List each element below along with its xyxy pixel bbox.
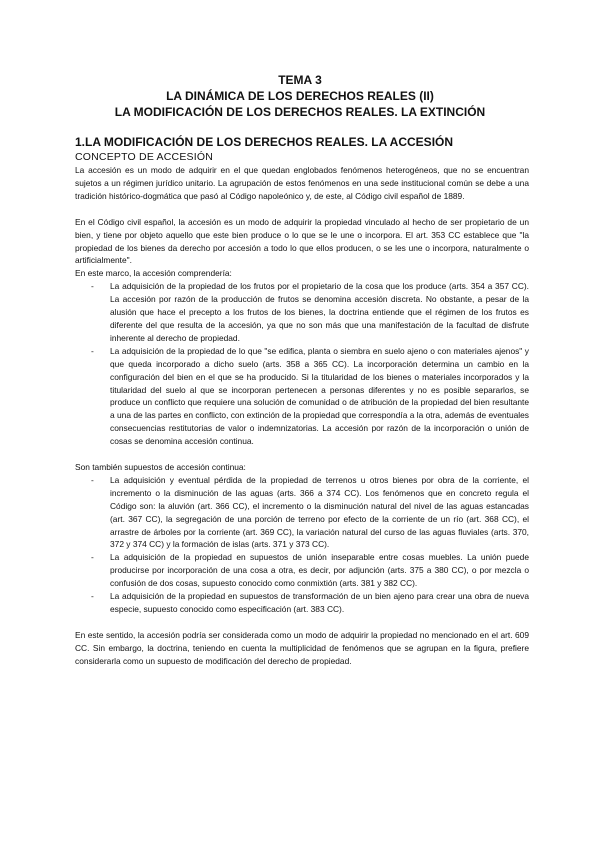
paragraph-continuous-intro: Son también supuestos de accesión continua: <box>75 462 246 473</box>
list-item <box>75 280 529 345</box>
topic-subtitle: LA MODIFICACIÓN DE LOS DERECHOS REALES. LA EXTINCIÓN <box>114 105 486 119</box>
bullet-dash: - <box>91 345 94 356</box>
list-item-text: La adquisición de la propiedad de lo que "se edifica, planta o siembra en suelo ajeno o con materiales ajenos" y que queda incorporado a dicho suelo (arts. 358 a 365 CC). La incorporación determina un cambio en la configuración del bien en el que se ha producido. Si la titularidad de los bienes o materiales incorporados y la titularidad del suelo al que se incorporan pertenecen a personas diferentes y no es posible separarlos, se produce un conflicto que requiere una solución de comunidad o de atribución de la propiedad del bien resultante a una de las partes en conflicto, con extinción de la propiedad que correspondía a la otra, además de eventuales consecuencias restitutorias de valor o indemnizatorias. La accesión por razón de la incorporación o unión de cosas se denomina accesión continua. <box>110 345 529 447</box>
bullet-dash: - <box>91 591 94 602</box>
continuous-accession-list <box>75 474 529 616</box>
list-item <box>75 474 529 551</box>
topic-number: TEMA 3 <box>278 73 322 87</box>
paragraph-list-intro: En este marco, la accesión comprendería: <box>75 268 232 279</box>
accession-list <box>75 280 529 448</box>
bullet-dash: - <box>91 474 94 485</box>
list-item <box>75 345 529 448</box>
bullet-dash: - <box>91 281 94 292</box>
paragraph-civil-code: En el Código civil español, la accesión es un modo de adquirir la propiedad vinculado al hecho de ser propietario de un bien, y tiene por objeto aquello que este bien produce o lo que se le une o incorpora. El art. 353 CC establece que "la propiedad de los bienes da derecho por accesión a todo lo que ellos producen, o se les une o incorpora, naturalmente o artificialmente". <box>75 216 529 266</box>
bullet-dash: - <box>91 552 94 563</box>
section-heading: 1.LA MODIFICACIÓN DE LOS DERECHOS REALES. LA ACCESIÓN <box>75 135 454 149</box>
paragraph-conclusion: En este sentido, la accesión podría ser considerada como un modo de adquirir la propiedad no mencionado en el art. 609 CC. Sin embargo, la doctrina, teniendo en cuenta la multiplicidad de fenómenos que se agrupan en la figura, prefiere considerarla como un supuesto de modificación del derecho de propiedad. <box>75 629 529 666</box>
list-item <box>75 590 529 616</box>
title-block <box>0 72 600 120</box>
list-item-text: La adquisición de la propiedad en supuestos de transformación de un bien ajeno para crear una obra de nueva especie, supuesto conocido como especificación (art. 383 CC). <box>110 591 529 614</box>
list-item-text: La adquisición de la propiedad de los frutos por el propietario de la cosa que los produce (arts. 354 a 357 CC). La accesión por razón de la producción de frutos se denomina accesión discreta. No obstante, a pesar de la alusión que hace el precepto a los frutos de los bienes, la doctrina entiende que el régimen de los frutos es diferente del que resulta de la accesión, ya que no son más que una manifestación de la facultad de disfrute inherente al derecho de propiedad. <box>110 281 529 343</box>
list-item <box>75 551 529 590</box>
list-item-text: La adquisición y eventual pérdida de la propiedad de terrenos u otros bienes por obra de la corriente, el incremento o la disminución de las aguas (arts. 366 a 374 CC). Los fenómenos que en concreto regula el Código son: la aluvión (art. 366 CC), el incremento o la disminución natural del nivel de las aguas estancadas (art. 367 CC), la segregación de una porción de terreno por efecto de la corriente de un río (art. 368 CC), el arrastre de árboles por la corriente (art. 369 CC), la variación natural del curso de las aguas fluviales (arts. 370, 372 y 374 CC) y la formación de islas (arts. 371 y 373 CC). <box>110 474 529 550</box>
topic-title: LA DINÁMICA DE LOS DERECHOS REALES (II) <box>166 89 434 103</box>
body-text <box>75 164 529 668</box>
list-item-text: La adquisición de la propiedad en supuestos de unión inseparable entre cosas muebles. La unión puede producirse por incorporación de una cosa a otra, es decir, por adjunción (arts. 375 a 380 CC), o por mezcla o confusión de dos cosas, supuesto conocido como conmixtión (arts. 381 y 382 CC). <box>110 552 529 589</box>
paragraph-definition: La accesión es un modo de adquirir en el que quedan englobados fenómenos heterogéneos, que no se encuentran sujetos a un régimen jurídico unitario. La agrupación de estos fenómenos en una sede institucional común se debe a una tradición histórico-dogmática que pasó al Código napoleónico y, de este, al Código civil español de 1889. <box>75 165 529 201</box>
section-subheading: CONCEPTO DE ACCESIÓN <box>75 151 213 163</box>
